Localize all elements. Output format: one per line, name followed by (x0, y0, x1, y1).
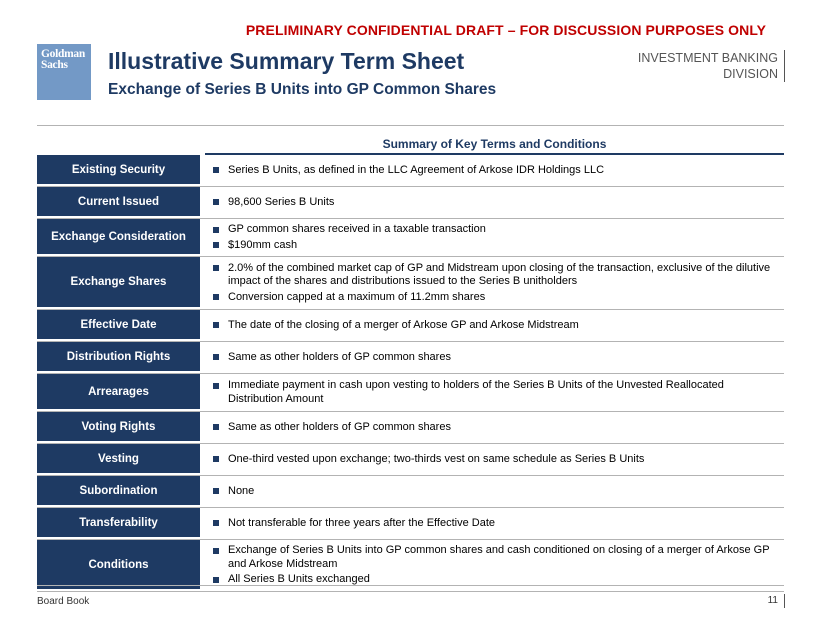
bullet-text: All Series B Units exchanged (228, 573, 370, 586)
bullet-square-icon (213, 424, 219, 430)
term-value (200, 540, 784, 591)
page-subtitle: Exchange of Series B Units into GP Common Shares (108, 81, 497, 98)
bullet-text: None (228, 484, 255, 497)
bullet-square-icon (213, 520, 219, 526)
term-bullet (213, 319, 778, 333)
term-value (200, 412, 784, 443)
term-label: Transferability (37, 508, 200, 539)
term-bullet (213, 421, 778, 435)
term-value (200, 155, 784, 186)
bullet-square-icon (213, 548, 219, 554)
term-bullet (213, 453, 778, 467)
bullet-text: $190mm cash (228, 238, 298, 251)
bullet-text: The date of the closing of a merger of Arkose GP and Arkose Midstream (228, 318, 579, 331)
term-value (200, 374, 784, 411)
term-bullet (213, 485, 778, 499)
bullet-text: Not transferable for three years after the Effective Date (228, 516, 495, 529)
logo-line-1: Goldman (41, 48, 85, 60)
term-row-exchange-shares (37, 257, 784, 310)
term-label: Effective Date (37, 310, 200, 341)
term-bullet (213, 544, 778, 571)
term-bullet (213, 379, 778, 406)
term-value (200, 444, 784, 475)
bullet-square-icon (213, 383, 219, 389)
term-bullet (213, 517, 778, 531)
term-bullet (213, 239, 778, 253)
bullet-square-icon (213, 227, 219, 233)
bullet-square-icon (213, 294, 219, 300)
term-row-arrearages (37, 374, 784, 412)
term-value (200, 476, 784, 507)
term-row-current-issued (37, 187, 784, 219)
term-label: Voting Rights (37, 412, 200, 443)
bullet-square-icon (213, 199, 219, 205)
confidential-banner: PRELIMINARY CONFIDENTIAL DRAFT – FOR DISCUSSION PURPOSES ONLY (245, 22, 767, 38)
bullet-square-icon (213, 322, 219, 328)
term-value (200, 257, 784, 309)
term-label: Conditions (37, 540, 200, 591)
term-row-exchange-consideration (37, 219, 784, 257)
bullet-text: Series B Units, as defined in the LLC Agreement of Arkose IDR Holdings LLC (228, 163, 605, 176)
term-label: Subordination (37, 476, 200, 507)
term-row-effective-date (37, 310, 784, 342)
division-label (638, 50, 785, 82)
term-bullet (213, 262, 778, 289)
term-label: Vesting (37, 444, 200, 475)
term-label: Current Issued (37, 187, 200, 218)
term-value (200, 310, 784, 341)
terms-table (37, 155, 784, 592)
term-bullet (213, 351, 778, 365)
bullet-text: Same as other holders of GP common shares (228, 420, 451, 433)
term-value (200, 508, 784, 539)
bullet-square-icon (213, 167, 219, 173)
bullet-square-icon (213, 488, 219, 494)
term-label: Existing Security (37, 155, 200, 186)
term-bullet (213, 164, 778, 178)
term-row-existing-security (37, 155, 784, 187)
term-value (200, 342, 784, 373)
division-line-1: INVESTMENT BANKING (637, 51, 778, 65)
bullet-text: 2.0% of the combined market cap of GP and Midstream upon closing of the transaction, exclusive of the dilutive impact of the shares and distributions issued to the Series B unitholders (228, 261, 771, 288)
division-line-2: DIVISION (723, 67, 778, 81)
bullet-text: GP common shares received in a taxable transaction (228, 223, 486, 235)
logo-line-2: Sachs (41, 59, 68, 71)
term-row-voting-rights (37, 412, 784, 444)
bullet-text: Conversion capped at a maximum of 11.2mm shares (228, 290, 486, 303)
bullet-square-icon (213, 456, 219, 462)
term-label: Exchange Shares (37, 257, 200, 309)
page-title: Illustrative Summary Term Sheet (108, 48, 465, 74)
bullet-square-icon (213, 354, 219, 360)
page-number: 11 (768, 594, 785, 608)
term-label: Arrearages (37, 374, 200, 411)
term-label: Exchange Consideration (37, 219, 200, 256)
term-row-vesting (37, 444, 784, 476)
bullet-text: One-third vested upon exchange; two-thirds vest on same schedule as Series B Units (228, 452, 645, 465)
term-row-distribution-rights (37, 342, 784, 374)
header-divider (37, 125, 784, 126)
bullet-square-icon (213, 577, 219, 583)
term-bullet (213, 223, 778, 237)
bullet-text: 98,600 Series B Units (228, 195, 335, 208)
term-row-transferability (37, 508, 784, 540)
footer-label: Board Book (37, 596, 90, 607)
footer-divider (37, 585, 784, 586)
bullet-text: Immediate payment in cash upon vesting to holders of the Series B Units of the Unvested Reallocated Distribution Amount (228, 379, 724, 405)
table-header: Summary of Key Terms and Conditions (382, 137, 607, 151)
bullet-square-icon (213, 242, 219, 248)
term-value (200, 187, 784, 218)
term-label: Distribution Rights (37, 342, 200, 373)
bullet-text: Same as other holders of GP common shares (228, 350, 451, 363)
bullet-square-icon (213, 265, 219, 271)
term-bullet (213, 291, 778, 305)
goldman-sachs-logo (37, 44, 91, 100)
term-bullet (213, 196, 778, 210)
bullet-text: Exchange of Series B Units into GP common shares and cash conditioned on closing of a merger of Arkose GP and Arkose Midstream (228, 544, 770, 570)
term-row-subordination (37, 476, 784, 508)
term-value (200, 219, 784, 256)
